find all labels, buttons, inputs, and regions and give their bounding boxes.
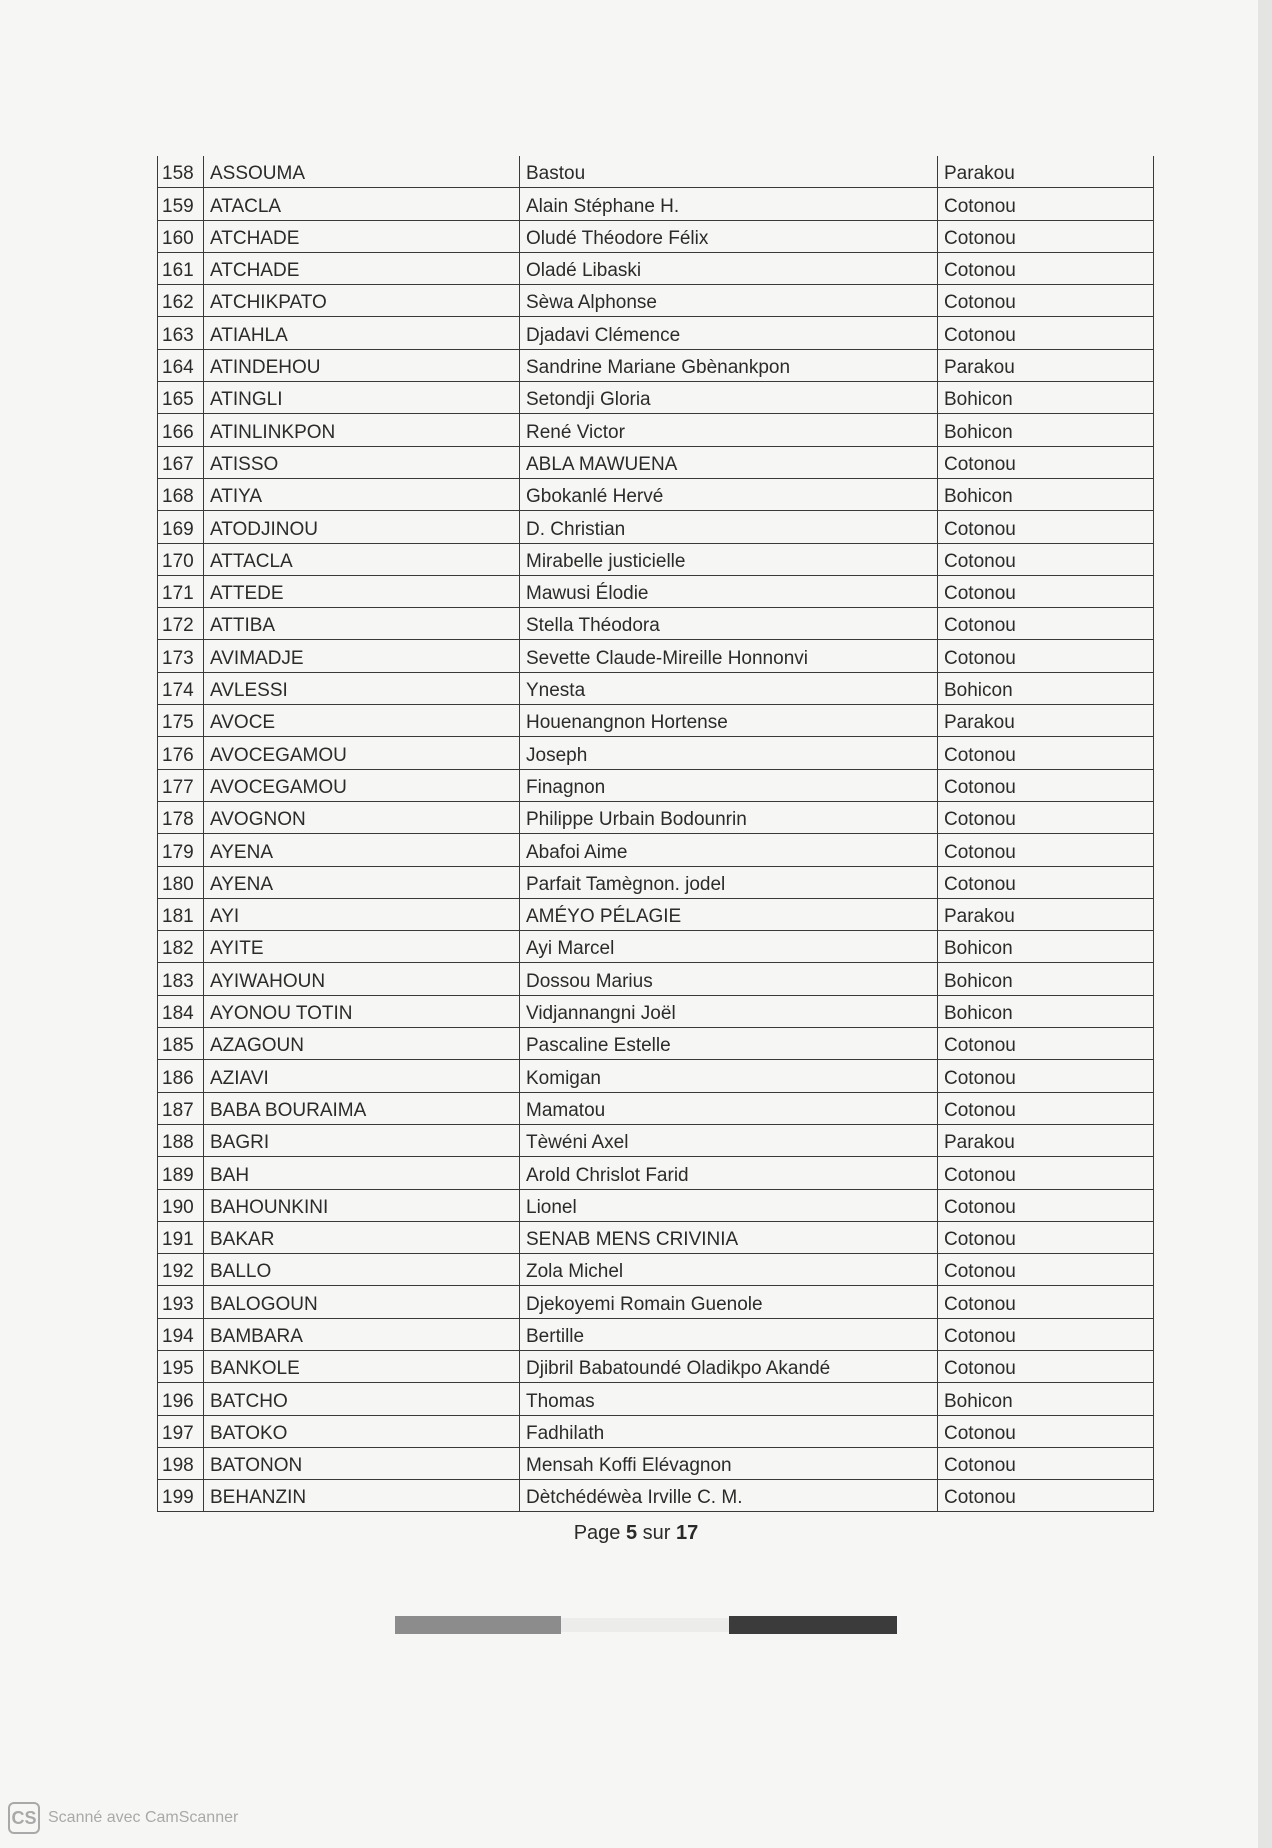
firstnames-cell: D. Christian [520,511,938,543]
city-cell: Bohicon [938,1383,1154,1415]
row-number: 185 [158,1028,204,1060]
surname-cell: AVOGNON [204,801,520,833]
row-number: 177 [158,769,204,801]
city-cell: Parakou [938,898,1154,930]
row-number: 198 [158,1447,204,1479]
firstnames-cell: Komigan [520,1060,938,1092]
table-row [158,1254,1154,1286]
city-cell: Cotonou [938,285,1154,317]
firstnames-cell: SENAB MENS CRIVINIA [520,1221,938,1253]
surname-cell: AYONOU TOTIN [204,995,520,1027]
row-number: 160 [158,220,204,252]
firstnames-cell: Philippe Urbain Bodounrin [520,801,938,833]
city-cell: Cotonou [938,1157,1154,1189]
table-row [158,737,1154,769]
firstnames-cell: Fadhilath [520,1415,938,1447]
row-number: 163 [158,317,204,349]
surname-cell: ATODJINOU [204,511,520,543]
city-cell: Cotonou [938,1254,1154,1286]
row-number: 167 [158,446,204,478]
table-row [158,834,1154,866]
table-row [158,640,1154,672]
city-cell: Cotonou [938,608,1154,640]
scan-mark-middle [561,1618,729,1632]
table-row [158,220,1154,252]
table-row [158,608,1154,640]
surname-cell: ATINDEHOU [204,349,520,381]
city-cell: Parakou [938,1124,1154,1156]
row-number: 194 [158,1318,204,1350]
firstnames-cell: Ynesta [520,672,938,704]
surname-cell: BATONON [204,1447,520,1479]
row-number: 182 [158,931,204,963]
camscanner-watermark [8,1800,238,1836]
table-row [158,801,1154,833]
surname-cell: BAH [204,1157,520,1189]
firstnames-cell: Gbokanlé Hervé [520,478,938,510]
surname-cell: ATTACLA [204,543,520,575]
surname-cell: ATISSO [204,446,520,478]
city-cell: Cotonou [938,543,1154,575]
surname-cell: BAMBARA [204,1318,520,1350]
firstnames-cell: Pascaline Estelle [520,1028,938,1060]
row-number: 184 [158,995,204,1027]
surname-cell: ATTEDE [204,575,520,607]
table-row [158,1318,1154,1350]
firstnames-cell: Dètchédéwèa Irville C. M. [520,1480,938,1512]
city-cell: Cotonou [938,737,1154,769]
row-number: 196 [158,1383,204,1415]
table-row [158,285,1154,317]
row-number: 179 [158,834,204,866]
table-row [158,1415,1154,1447]
city-cell: Cotonou [938,866,1154,898]
surname-cell: BALLO [204,1254,520,1286]
surname-cell: ATCHIKPATO [204,285,520,317]
firstnames-cell: Djadavi Clémence [520,317,938,349]
surname-cell: ATCHADE [204,252,520,284]
firstnames-cell: Oludé Théodore Félix [520,220,938,252]
table-row [158,1383,1154,1415]
firstnames-cell: Thomas [520,1383,938,1415]
surname-cell: BAGRI [204,1124,520,1156]
table-row [158,446,1154,478]
row-number: 188 [158,1124,204,1156]
table-row [158,1447,1154,1479]
table-row [158,349,1154,381]
city-cell: Bohicon [938,963,1154,995]
table-row [158,995,1154,1027]
surname-cell: AZAGOUN [204,1028,520,1060]
table-row [158,188,1154,220]
table-row [158,414,1154,446]
table-row [158,575,1154,607]
surname-cell: AVIMADJE [204,640,520,672]
row-number: 186 [158,1060,204,1092]
table-row [158,963,1154,995]
city-cell: Bohicon [938,995,1154,1027]
firstnames-cell: Vidjannangni Joël [520,995,938,1027]
firstnames-cell: Sèwa Alphonse [520,285,938,317]
row-number: 164 [158,349,204,381]
firstnames-cell: Stella Théodora [520,608,938,640]
surname-cell: BATCHO [204,1383,520,1415]
surname-cell: ATACLA [204,188,520,220]
row-number: 192 [158,1254,204,1286]
firstnames-cell: AMÉYO PÉLAGIE [520,898,938,930]
city-cell: Bohicon [938,382,1154,414]
row-number: 199 [158,1480,204,1512]
city-cell: Cotonou [938,511,1154,543]
row-number: 193 [158,1286,204,1318]
row-number: 171 [158,575,204,607]
surname-cell: ATINLINKPON [204,414,520,446]
firstnames-cell: Mamatou [520,1092,938,1124]
footer-current-page: 5 [625,1522,638,1544]
surname-cell: AZIAVI [204,1060,520,1092]
firstnames-cell: Mensah Koffi Elévagnon [520,1447,938,1479]
city-cell: Parakou [938,705,1154,737]
row-number: 174 [158,672,204,704]
surname-cell: BANKOLE [204,1350,520,1382]
city-cell: Parakou [938,349,1154,381]
city-cell: Bohicon [938,931,1154,963]
table-row [158,511,1154,543]
firstnames-cell: Joseph [520,737,938,769]
table-row [158,866,1154,898]
city-cell: Cotonou [938,1060,1154,1092]
row-number: 181 [158,898,204,930]
firstnames-cell: Sevette Claude-Mireille Honnonvi [520,640,938,672]
surname-cell: AYENA [204,834,520,866]
city-cell: Bohicon [938,672,1154,704]
city-cell: Cotonou [938,801,1154,833]
surname-cell: BATOKO [204,1415,520,1447]
firstnames-cell: Finagnon [520,769,938,801]
row-number: 191 [158,1221,204,1253]
footer-separator: sur [642,1522,671,1544]
scan-mark-left [395,1616,561,1634]
table-row [158,1124,1154,1156]
surname-cell: ATCHADE [204,220,520,252]
surname-cell: BAHOUNKINI [204,1189,520,1221]
row-number: 165 [158,382,204,414]
city-cell: Bohicon [938,478,1154,510]
surname-cell: AYIWAHOUN [204,963,520,995]
surname-cell: ATTIBA [204,608,520,640]
surname-cell: AVOCEGAMOU [204,737,520,769]
table-row [158,382,1154,414]
surname-cell: ATIAHLA [204,317,520,349]
table-row [158,1480,1154,1512]
city-cell: Bohicon [938,414,1154,446]
city-cell: Cotonou [938,252,1154,284]
firstnames-cell: Zola Michel [520,1254,938,1286]
city-cell: Cotonou [938,769,1154,801]
surname-cell: BAKAR [204,1221,520,1253]
row-number: 195 [158,1350,204,1382]
firstnames-cell: Arold Chrislot Farid [520,1157,938,1189]
city-cell: Cotonou [938,1350,1154,1382]
firstnames-cell: Bastou [520,156,938,188]
row-number: 161 [158,252,204,284]
city-cell: Cotonou [938,220,1154,252]
row-number: 197 [158,1415,204,1447]
city-cell: Cotonou [938,1092,1154,1124]
surname-cell: AYITE [204,931,520,963]
watermark-text: Scanné avec CamScanner [48,1809,239,1826]
row-number: 172 [158,608,204,640]
row-number: 173 [158,640,204,672]
city-cell: Cotonou [938,640,1154,672]
table-row [158,252,1154,284]
firstnames-cell: Setondji Gloria [520,382,938,414]
city-cell: Cotonou [938,188,1154,220]
city-cell: Cotonou [938,1480,1154,1512]
surname-cell: BEHANZIN [204,1480,520,1512]
page-footer [0,1522,1272,1545]
table-row [158,1092,1154,1124]
table-row [158,898,1154,930]
table-row [158,1189,1154,1221]
row-number: 187 [158,1092,204,1124]
firstnames-cell: Dossou Marius [520,963,938,995]
table-row [158,931,1154,963]
table-row [158,1060,1154,1092]
table-row [158,156,1154,188]
surname-cell: ATIYA [204,478,520,510]
city-cell: Cotonou [938,1447,1154,1479]
table-row [158,543,1154,575]
table-row [158,478,1154,510]
row-number: 170 [158,543,204,575]
firstnames-cell: Sandrine Mariane Gbènankpon [520,349,938,381]
footer-total-pages: 17 [676,1522,699,1544]
row-number: 175 [158,705,204,737]
firstnames-cell: Oladé Libaski [520,252,938,284]
row-number: 169 [158,511,204,543]
city-cell: Cotonou [938,1189,1154,1221]
row-number: 166 [158,414,204,446]
row-number: 168 [158,478,204,510]
firstnames-cell: Tèwéni Axel [520,1124,938,1156]
row-number: 180 [158,866,204,898]
table-row [158,317,1154,349]
surname-cell: ATINGLI [204,382,520,414]
row-number: 190 [158,1189,204,1221]
row-number: 162 [158,285,204,317]
surname-cell: AVOCE [204,705,520,737]
firstnames-cell: Alain Stéphane H. [520,188,938,220]
firstnames-cell: Bertille [520,1318,938,1350]
table-row [158,1350,1154,1382]
firstnames-cell: Lionel [520,1189,938,1221]
city-cell: Cotonou [938,1286,1154,1318]
firstnames-cell: Mirabelle justicielle [520,543,938,575]
firstnames-cell: Parfait Tamègnon. jodel [520,866,938,898]
city-cell: Cotonou [938,1028,1154,1060]
table-row [158,705,1154,737]
city-cell: Parakou [938,156,1154,188]
city-cell: Cotonou [938,317,1154,349]
surname-cell: AYI [204,898,520,930]
table-row [158,1157,1154,1189]
surname-cell: AVLESSI [204,672,520,704]
firstnames-cell: Houenangnon Hortense [520,705,938,737]
city-cell: Cotonou [938,1221,1154,1253]
city-cell: Cotonou [938,575,1154,607]
table-row [158,1028,1154,1060]
firstnames-cell: Mawusi Élodie [520,575,938,607]
names-table [157,156,1154,1512]
city-cell: Cotonou [938,834,1154,866]
firstnames-cell: Abafoi Aime [520,834,938,866]
city-cell: Cotonou [938,446,1154,478]
page-edge-shadow [1258,0,1272,1848]
surname-cell: AYENA [204,866,520,898]
row-number: 176 [158,737,204,769]
scan-mark-right [729,1616,897,1634]
city-cell: Cotonou [938,1318,1154,1350]
surname-cell: ASSOUMA [204,156,520,188]
firstnames-cell: Ayi Marcel [520,931,938,963]
surname-cell: BALOGOUN [204,1286,520,1318]
firstnames-cell: René Victor [520,414,938,446]
table-row [158,769,1154,801]
footer-prefix: Page [573,1522,621,1544]
surname-cell: AVOCEGAMOU [204,769,520,801]
firstnames-cell: Djekoyemi Romain Guenole [520,1286,938,1318]
city-cell: Cotonou [938,1415,1154,1447]
table-row [158,1221,1154,1253]
row-number: 189 [158,1157,204,1189]
surname-cell: BABA BOURAIMA [204,1092,520,1124]
names-table-body [158,156,1154,1512]
firstnames-cell: ABLA MAWUENA [520,446,938,478]
row-number: 159 [158,188,204,220]
row-number: 178 [158,801,204,833]
table-row [158,672,1154,704]
firstnames-cell: Djibril Babatoundé Oladikpo Akandé [520,1350,938,1382]
camscanner-logo-icon: CS [8,1802,40,1834]
table-row [158,1286,1154,1318]
row-number: 158 [158,156,204,188]
row-number: 183 [158,963,204,995]
